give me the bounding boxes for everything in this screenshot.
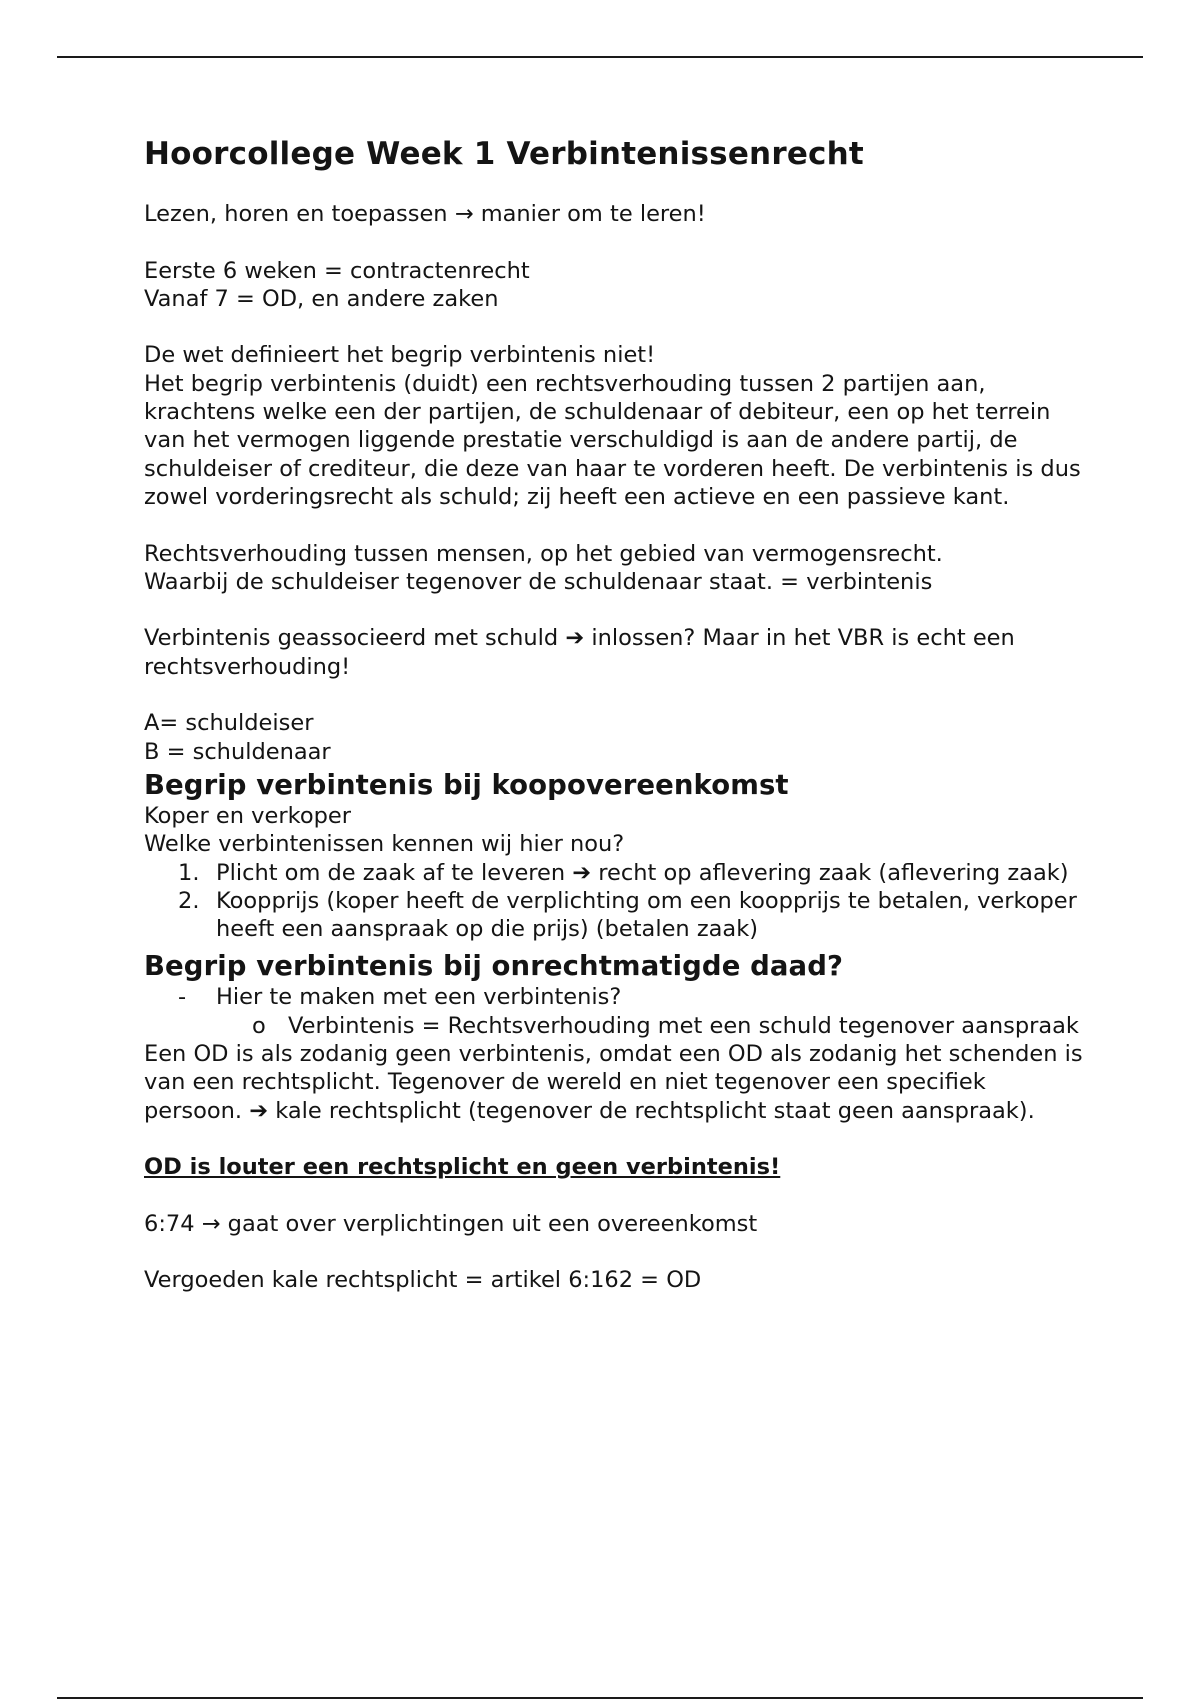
spacer (144, 228, 1084, 256)
compensation-line: Vergoeden kale rechtsplicht = artikel 6:162 = OD (144, 1267, 702, 1294)
spacer (144, 511, 1084, 539)
list-number: 1. (178, 859, 200, 886)
header-rule (57, 56, 1143, 58)
schedule-line: Eerste 6 weken = contractenrecht (144, 257, 530, 284)
document-body (144, 134, 1084, 1295)
definition-paragraph: Het begrip verbintenis (duidt) een rechtsverhouding tussen 2 partijen aan, krachtens welke een der partijen, de schuldenaar of debiteur, een op het terrein van het vermogen liggende prestatie verschuldigd is aan de andere partij, de schuldeiser of crediteur, die deze van haar te vorderen heeft. De verbintenis is dus zowel vorderingsrecht als schuld; zij heeft een actieve en een passieve kant. (144, 370, 1081, 510)
list-number: 2. (178, 887, 200, 914)
spacer (144, 1182, 1084, 1210)
list-item (144, 887, 1084, 944)
emphasis-statement: OD is louter een rechtsplicht en geen verbintenis! (144, 1154, 781, 1181)
article-reference: 6:74 → gaat over verplichtingen uit een overeenkomst (144, 1210, 758, 1237)
spacer (144, 681, 1084, 709)
list-item (144, 859, 1084, 887)
section-line: Koper en verkoper (144, 802, 351, 829)
section-heading-koop: Begrip verbintenis bij koopovereenkomst (144, 768, 789, 801)
question-list (144, 983, 1084, 1011)
spacer (144, 1125, 1084, 1153)
obligations-list (144, 859, 1084, 944)
spacer (144, 1238, 1084, 1266)
party-line: A= schuldeiser (144, 710, 314, 737)
dash-bullet: - (178, 984, 187, 1011)
list-item (144, 983, 1084, 1011)
association-paragraph: Verbintenis geassocieerd met schuld ➔ inlossen? Maar in het VBR is echt een rechtsverhouding! (144, 625, 1015, 680)
section-line: Welke verbintenissen kennen wij hier nou? (144, 831, 625, 858)
od-paragraph: Een OD is als zodanig geen verbintenis, omdat een OD als zodanig het schenden is van een rechtsplicht. Tegenover de wereld en niet tegenover een specifiek persoon. ➔ kale rechtsplicht (tegenover de rechtsplicht staat geen aanspraak). (144, 1041, 1083, 1124)
list-item-text: Verbintenis = Rechtsverhouding met een schuld tegenover aanspraak (288, 1012, 1079, 1039)
party-line: B = schuldenaar (144, 738, 331, 765)
spacer (144, 596, 1084, 624)
list-item-text: Hier te maken met een verbintenis? (216, 984, 622, 1011)
intro-line: Lezen, horen en toepassen → manier om te leren! (144, 201, 706, 227)
relation-line: Rechtsverhouding tussen mensen, op het gebied van vermogensrecht. (144, 540, 943, 567)
sub-list (144, 1012, 1084, 1040)
schedule-line: Vanaf 7 = OD, en andere zaken (144, 285, 499, 312)
footer-rule (57, 1697, 1143, 1699)
definition-intro: De wet definieert het begrip verbintenis niet! (144, 342, 656, 369)
circle-bullet: o (252, 1012, 266, 1039)
page-title: Hoorcollege Week 1 Verbintenissenrecht (144, 136, 864, 172)
list-item-text: Koopprijs (koper heeft de verplichting om een koopprijs te betalen, verkoper heeft een aanspraak op die prijs) (betalen zaak) (216, 887, 1077, 943)
spacer (144, 313, 1084, 341)
list-item-text: Plicht om de zaak af te leveren ➔ recht op aflevering zaak (aflevering zaak) (216, 859, 1069, 886)
section-heading-od: Begrip verbintenis bij onrechtmatigde daad? (144, 950, 844, 983)
relation-line: Waarbij de schuldeiser tegenover de schuldenaar staat. = verbintenis (144, 568, 933, 595)
list-item (144, 1012, 1084, 1040)
